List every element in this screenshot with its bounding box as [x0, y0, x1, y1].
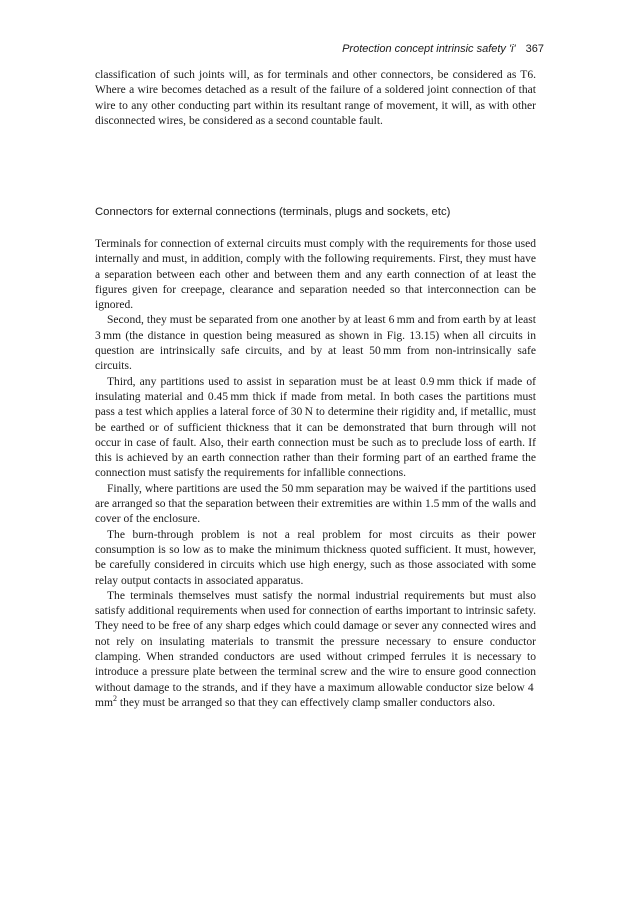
superscript-two: 2 — [112, 694, 117, 704]
running-head-title: Protection concept intrinsic safety 'i' — [342, 43, 516, 55]
paragraph-burn-through: The burn-through problem is not a real problem for most circuits as their power consumption is so low as to make the minimum thickness quoted sufficient. It must, however, be carefully considered in circuits which use high energy, such as those associated with some relay output contacts in associated apparatus. — [95, 528, 536, 587]
running-head — [342, 42, 544, 56]
paragraph-terminals: Terminals for connection of external circuits must comply with the requirements for those used internally and must, in addition, comply with the following requirements. First, they must have a separation between each other and between them and any earth connection of at least the figures given for creepage, clearance and separation needed so that interconnection can be ignored. — [95, 238, 536, 312]
paragraph-finally: Finally, where partitions are used the 50 mm separation may be waived if the partitions used are arranged so that the separation between their extremities are within 1.5 mm of the walls and cover of the enclosure. — [95, 482, 536, 526]
paragraph-continued: classification of such joints will, as for terminals and other connectors, be considered as T6. Where a wire becomes detached as a result of the failure of a soldered joint connection of that wire to any other conducting part within its resultant range of movement, it will, as with other disconnected wires, be considered as a second countable fault. — [95, 69, 536, 127]
paragraph-text-part-2: they must be arranged so that they can effectively clamp smaller conductors also. — [116, 696, 496, 709]
section-body — [95, 237, 536, 711]
page-number: 367 — [525, 43, 544, 55]
paragraph-third: Third, any partitions used to assist in separation must be at least 0.9 mm thick if made of insulating material and 0.45 mm thick if made from metal. In both cases the partitions must pass a test which applies a lateral force of 30 N to determine their rigidity and, if metallic, must be earthed or of sufficient thickness that it can be demonstrated that burn through will not occur in case of fault. Also, their earth connection must be such as to preclude loss of earth. If this is achieved by an earth connection rather than their forming part of an earthed frame the connection must satisfy the requirements for infallible connections. — [95, 375, 536, 480]
section-heading: Connectors for external connections (terminals, plugs and sockets, etc) — [95, 206, 451, 218]
text-block-continued — [95, 68, 536, 129]
paragraph-terminal-requirements — [95, 589, 536, 711]
paragraph-second: Second, they must be separated from one another by at least 6 mm and from earth by at least 3 mm (the distance in question being measured as shown in Fig. 13.15) when all circuits in question are intrinsically safe circuits, and by at least 50 mm from non-intrinsically safe circuits. — [95, 314, 536, 373]
paragraph-text-part-1: The terminals themselves must satisfy the normal industrial requirements but must also satisfy additional requirements when used for connection of earths important to intrinsic safety. They need to be free of any sharp edges which could damage or sever any connected wires and not rely on insulating materials to transmit the pressure necessary to ensure conductor clamping. When stranded conductors are used without crimped ferrules it is necessary to introduce a pressure plate between the terminal screw and the wire to ensure good connection without damage to the strands, and if they have a maximum allowable conductor size below 4 mm — [95, 589, 536, 709]
